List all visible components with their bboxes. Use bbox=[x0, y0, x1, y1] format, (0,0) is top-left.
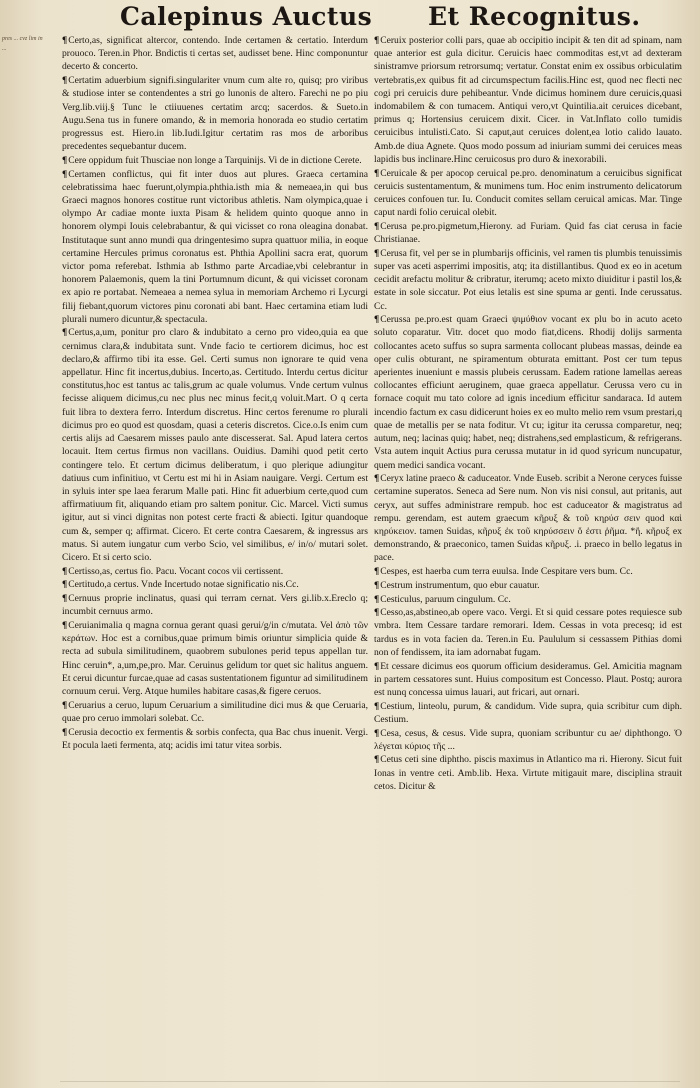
pilcrow-icon: ¶ bbox=[374, 593, 380, 605]
dictionary-entry bbox=[374, 220, 682, 246]
dictionary-entry bbox=[62, 726, 368, 752]
pilcrow-icon: ¶ bbox=[62, 75, 68, 87]
pilcrow-icon: ¶ bbox=[374, 660, 380, 672]
entry-text: Cesticulus, paruum cingulum. Cc. bbox=[380, 593, 511, 605]
entry-text: Cespes, est haerba cum terra euulsa. Inde Cespitare vers bum. Cc. bbox=[380, 566, 633, 578]
header-left-title: Calepinus Auctus bbox=[120, 2, 373, 31]
entry-text: Ceryx latine praeco & caduceator. Vnde Euseb. scribit a Nerone ceryces fuisse certamine superatos. Seneca ad Sere num. Non vis nisi consul, aut pritanis, aut ceryx, aut suffes administrare rempub. hoc est caduceator & magistratus ad rempu. gerendam, est autem graecum κῆρυξ & τοῦ κηρύσ σειν quod καὶ κηρύκειον. tamen Suidas, κῆρυξ ἐκ τοῦ κηρύσσειν ὅ ἐστι ῥῆμα. *ἢ. κῆρυξ ex demonstrando, & praeconico, tamen Suidas κῆρυξ. .i. praeco in bello legatus in pace. bbox=[374, 473, 682, 564]
dictionary-entry bbox=[62, 565, 368, 578]
dictionary-entry bbox=[62, 154, 368, 167]
entry-text: Cetus ceti sine diphtho. piscis maximus in Atlantico ma ri. Hierony. Sicut fuit Ionas in ventre ceti. Amb.lib. Hexa. Virtute mitigauit mare, disciplina strauit cetos. Dicitur & bbox=[374, 754, 682, 792]
pilcrow-icon: ¶ bbox=[374, 473, 380, 485]
pilcrow-icon: ¶ bbox=[62, 168, 68, 180]
pilcrow-icon: ¶ bbox=[374, 220, 380, 232]
dictionary-entry bbox=[374, 34, 682, 166]
entry-text: Certitudo,a certus. Vnde Incertudo notae significatio nis.Cc. bbox=[68, 579, 299, 591]
pilcrow-icon: ¶ bbox=[62, 154, 68, 166]
entry-text: Certatim aduerbium signifi.singulariter vnum cum alte ro, quisq; pro viribus & studiose inter se contendentes a stri go lunonis de altero. Farechi ne po piu Verg.lib.viij.§ Tunc le ctiiuuenes certatim arcq; sacerdos. & Sueto.in Augu.Sena tus in funere omando, & in memoria honorada eo studio certatim progressus est. Hiero.in lib.Iudi.Igitur certatim ras mos de arboribus precedentes sequebantur ducem. bbox=[62, 75, 368, 153]
dictionary-entry bbox=[374, 606, 682, 659]
entry-text: Ceruicale & per apocop ceruical pe.pro. denominatum a ceruicibus significat ceruicis sustentamentum, & munimens tum. Hoc enim instrumento delicatorum ceruices confouen tur. Iu. Conducit comites sellam ceruical amicas. Mar. Tinge caput nardi folio ceruical olebit. bbox=[374, 167, 682, 219]
pilcrow-icon: ¶ bbox=[62, 619, 68, 631]
header-right-title: Et Recognitus. bbox=[428, 2, 641, 31]
dictionary-entry bbox=[374, 660, 682, 700]
dictionary-entry bbox=[374, 593, 682, 606]
entry-text: Certamen conflictus, qui fit inter duos aut plures. Graeca certamina celebratissima haec fuerunt,olympia.phthia.isth mia & nemeaea,in qui bus Graeci magnos honores costitue runt victoribus athletis. Nam olympica,quae i olympo Ar cadiae monte iuxta Pisam & helidem quinto quoque anno in honorem olympi Iouis celebrabantur, & qui vicisset co rona oleagina donabat. Institutaque sunt anno mundi qua dringentesimo supra quattuor milia, in eoque certamine Hercules primus coronatus est. Phthia Apollini sacra erat, quorum victor poma referebat. Isthmia ab Isthmo parte Arcadiae,vbi celebrantur in honorem Palaemonis, quem la tini Portumnum dicunt, & qui vicisset coronam ex apio re portabat. Nemeaea a nemea sylua in memoriam Archemo ri Lycurgi filij fiebant,quorum victores pinu coronati abi bant. Haec certamina etiam ludi plurali numero dicuntur,& spectacula. bbox=[62, 168, 368, 325]
entry-text: Cerusia decoctio ex fermentis & sorbis confecta, qua Bac chus inuenit. Vergi. Et pocula laeti fermenta, atq; acidis imi tatur vitea sorbis. bbox=[62, 726, 368, 751]
pilcrow-icon: ¶ bbox=[62, 593, 68, 605]
dictionary-entry bbox=[62, 168, 368, 326]
pilcrow-icon: ¶ bbox=[62, 726, 68, 738]
dictionary-entry bbox=[374, 727, 682, 753]
entry-text: Ceruarius a ceruo, lupum Ceruarium a similitudine dici mus & que Ceruaria, quae pro ceruo immolari solebat. Cc. bbox=[62, 699, 368, 724]
pilcrow-icon: ¶ bbox=[374, 566, 380, 578]
pilcrow-icon: ¶ bbox=[374, 247, 380, 259]
entry-text: Certisso,as, certus fio. Pacu. Vocant cocos vii certissent. bbox=[68, 565, 284, 577]
dictionary-entry bbox=[62, 619, 368, 698]
dictionary-entry bbox=[374, 472, 682, 564]
pilcrow-icon: ¶ bbox=[374, 579, 380, 591]
dictionary-entry bbox=[374, 700, 682, 726]
pilcrow-icon: ¶ bbox=[62, 327, 68, 339]
pilcrow-icon: ¶ bbox=[374, 314, 380, 326]
entry-text: Cesso,as,abstineo,ab opere vaco. Vergi. Et si quid cessare potes requiesce sub vmbra. Item Cessare tardare remorari. Idem. Cessas in vota precesq; id est tardus es in vota facien da. Teren.in Eu. Paululum si cessassem Pithias domi non of fendissem, ita iam adornabat fugam. bbox=[374, 607, 682, 658]
pilcrow-icon: ¶ bbox=[62, 699, 68, 711]
pilcrow-icon: ¶ bbox=[62, 35, 68, 46]
running-header bbox=[0, 2, 700, 32]
dictionary-entry bbox=[62, 592, 368, 618]
pilcrow-icon: ¶ bbox=[62, 565, 68, 577]
entry-text: Cesa, cesus, & cesus. Vide supra, quoniam scribuntur cu ae/ diphthongo. Ὁ λέγεται κύριος τῆς ... bbox=[374, 727, 682, 752]
dictionary-entry bbox=[374, 753, 682, 793]
pilcrow-icon: ¶ bbox=[374, 167, 380, 179]
dictionary-entry bbox=[62, 74, 368, 153]
pilcrow-icon: ¶ bbox=[374, 754, 380, 766]
entry-text: Certo,as, significat altercor, contendo. Inde certamen & certatio. Interdum prouoco. Teren.in Phor. Bndictis ti certas set, audisset bene. Hinc componuntur decerto & concerto. bbox=[62, 35, 368, 73]
entry-text: Ceruix posterior colli pars, quae ab occipitio incipit & ten dit ad spinam, nam quae anterior est gula dicitur. Ceruicis haec commoditas est,vt ad dexteram sinistramve priorsum retrorsumq; vertatur. Constat enim ex ossibus orbiculatim vertebratis,ex quibus fit ad circumspectum facilis.Hinc est, quod nec flecti nec cogi pri ceruicis dure pehibeantur. Vnde dicimus hominem dure ceruicis,quasi indomabilem & con tumacem. Antiqui vero,vt Quintilia.ait ceruices dicebant, primus q; Hortensius ceruicem dixit. Cicer. in Vat.Inflato collo tumidis ceruicibus intulisti.Cato. Si caput,aut ceruices dolent,ea lotio calido lauato. Amb.de diua Agnete. Quos modo possum ad iniuriam summi dei ceruices meas lapidis bus inclinare.Hinc ceruicosus pro duro & inexorabili. bbox=[374, 35, 682, 165]
dictionary-entry bbox=[374, 247, 682, 313]
dictionary-entry bbox=[374, 565, 682, 578]
right-text-column bbox=[374, 34, 682, 1072]
pilcrow-icon: ¶ bbox=[374, 35, 380, 46]
dictionary-entry bbox=[62, 326, 368, 564]
margin-annotation: pres ... cvz lim in ... bbox=[2, 36, 43, 52]
dictionary-entry bbox=[62, 699, 368, 725]
entry-text: Cerussa pe.pro.est quam Graeci ψιμύθιον vocant ex plu bo in acuto aceto soluto coparatur. Vitr. docet quo modo fiat,dicens. Rhodij dolijs sarmenta collocantes aceto suffus so supra sarmenta collocant plubeas massas, deinde ea oper culis obturant, ne spiramentum obturata emittant. Post cer tum tepus aperientes inueniunt e massis plubeis cerussam. Eadem ratione lamellas aereas collocantes efficiunt aeruginem, quae graeca appellatur. Cerussa vero cu in fornace coquit mu tato colore ad ignis incedium efficitur sandaraca. Id autem incendio factum ex casu didicerunt hoies ex eo multo melio rem vsum prestari,q quae de metallis per se nata foditur. Vt cu; igitur ita cerussa comparetur, neq; autum, neq; lacinas quiq; habet, neq; distrahens,sed emplasticum, & refrigerans. Vsta autem inquit Actius pura cerussa mutatur in id quod syricum nuncupatur, quem medici sandica vocant. bbox=[374, 314, 682, 471]
dictionary-entry bbox=[62, 578, 368, 591]
entry-text: Cerusa pe.pro.pigmetum,Hierony. ad Furiam. Quid fas ciat cerusa in facie Christianae. bbox=[374, 220, 682, 246]
pilcrow-icon: ¶ bbox=[374, 607, 380, 619]
entry-text: Cestium, linteolu, purum, & candidum. Vide supra, quia scribitur cum diph. Cestium. bbox=[374, 700, 682, 725]
entry-text: Cere oppidum fuit Thusciae non longe a Tarquinijs. Vi de in dictione Cerete. bbox=[68, 154, 362, 166]
dictionary-entry bbox=[62, 34, 368, 74]
entry-text: Cestrum instrumentum, quo ebur cauatur. bbox=[380, 579, 540, 591]
dictionary-entry bbox=[374, 167, 682, 220]
left-text-column bbox=[62, 34, 368, 1072]
pilcrow-icon: ¶ bbox=[374, 727, 380, 739]
entry-text: Cernuus proprie inclinatus, quasi qui terram cernat. Vers gi.lib.x.Ereclo q; incumbit cernuus armo. bbox=[62, 593, 368, 618]
entry-text: Certus,a,um, ponitur pro claro & indubitato a cerno pro video,quia ea que cernimus clara,& indubitata sunt. Vnde facio te certiorem dicimus, hoc est declaro,& affirmo tibi ita esse. Gel. Certi sumus non ignorare te quid vena appellatur. Hinc fit incertus,dubius. Incerto,as. Certitudo. Interdu certus dicitur constitutus,hoc est tantus ac talis,grum ac quale volumus. Vnde certum vulnus fecisse aliquem dicimus,cu nec plus nec minus fecit,q voluit.Mart. O q certa fuit libra to dextera ferro. Interdum discretus. Hinc certos ferenume ro plurali dicimus pro eo quod est quosdam, quasi a ceteris discretos. Cice.o.Is enim cum certis alijs ad Caesarem misses paulo ante discesserat. Sal. Apud latera certos locauit. Item certus firmus non vacillans. Ouidius. Damihi quod petit certo contingere telo. Et certum dicimus deliberatum, i quo plerique adiungitur datiuus cum infinitiuo, vt Certu est mi hi in Asiam nauigare. Vergi. Certum est in syluis inter spe laea ferarum Malle pati. Hinc fit aduerbium certe,quod cum affirmatiuum fit, aliquando etiam pro saltem ponitur. Cic. Marcel. Victi sumus igitur, aut si vinci dignitas non potest certe fracti & abiecti. Igitur quandoque cum &, semper q; affirmat. Cicero. Et certe contra Caesarem, & ingressus ars matus. Si autem iungatur cum verbo Scio, vel similibus, e/ in/o/ mutari solet. Cicero. Et si certo scio. bbox=[62, 327, 368, 563]
dictionary-entry bbox=[374, 313, 682, 471]
dictionary-entry bbox=[374, 579, 682, 592]
pilcrow-icon: ¶ bbox=[62, 579, 68, 591]
entry-text: Ceruianimalia q magna cornua gerant quasi gerui/g/in c/mutata. Vel ἀπὸ τῶν κεράτων. Hoc est a cornibus,quae primum bimis oriuntur simplicia quide & recta ad subula similitudinem, quaobrem subulones perid tepus appellan tur. Hinc ceruin*, a,um,pe,pro. Mar. Ceruinus gelidum tor quet sic halitus anguem. Et cerui dicuntur furcae,quae ad casas sustentationem figuntur ad similitudinem cornuum cerui. Verg. Atque humiles habitare casas,& figere ceruos. bbox=[62, 619, 368, 697]
entry-text: Et cessare dicimus eos quorum officium desideramus. Gel. Amicitia magnam in partem cessatores sunt. Huius compositum est Concesso. Plaut. Postq; aurora est nunq concessa uimus lauari, aut fricari, aut ornari. bbox=[374, 660, 682, 698]
pilcrow-icon: ¶ bbox=[374, 700, 380, 712]
entry-text: Cerusa fit, vel per se in plumbarijs officinis, vel ramen tis plumbis tenuissimis super vas aceti asperrimi impositis, atq; ita distillantibus. Quod ex eo in acetum cecidit arefactu molitur & cribratur, iterumq; aceto mixto diuiditur i pastil los,& estate in sole siccatur. Pot eius letalis est sine spuma ar genti. Inde cerussatus. Cc. bbox=[374, 247, 682, 312]
page-bottom-edge bbox=[60, 1081, 680, 1082]
